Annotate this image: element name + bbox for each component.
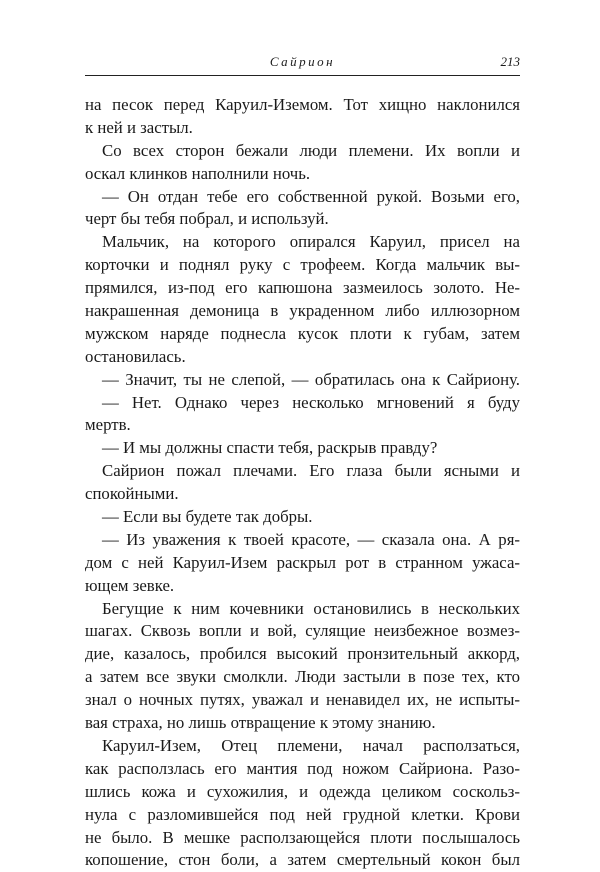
text-line: как расползлась его мантия под ножом Сайриона. Разо- <box>85 758 520 778</box>
body-text <box>85 94 520 872</box>
running-title: Сайрион <box>269 54 336 69</box>
text-line: к ней и застыл. <box>85 117 193 137</box>
text-line: мужском наряде поднесла кусок плоти к губам, затем <box>85 323 520 343</box>
text-line: прямился, из-под его капюшона зазмеилось золото. Не- <box>85 278 520 298</box>
text-line: корточки и поднял руку с трофеем. Когда мальчик вы- <box>85 255 520 275</box>
text-line: на песок перед Каруил-Иземом. Тот хищно наклонился <box>85 95 520 114</box>
text-line: а затем все звуки смолкли. Люди застыли в позе тех, кто <box>85 667 520 687</box>
running-head <box>85 46 520 72</box>
text-line: копошение, стон боли, а затем смертельный кокон был <box>85 850 520 870</box>
text-line: дом с ней Каруил-Изем раскрыл рот в странном ужаса- <box>85 552 520 572</box>
text-line: накрашенная демоница в украденном либо иллюзорном <box>85 301 520 321</box>
text-line: шлись кожа и сухожилия, и одежда целиком соскольз- <box>85 781 520 801</box>
text-line: Сайрион пожал плечами. Его глаза были ясными и <box>102 461 520 481</box>
header-rule <box>85 75 520 76</box>
text-line: шагах. Сквозь вопли и вой, сулящие неизбежное возмез- <box>85 621 520 641</box>
text-line: Мальчик, на которого опирался Каруил, присел на <box>102 232 520 252</box>
text-line: — Если вы будете так добры. <box>102 507 313 527</box>
text-line: знал о ночных путях, уважал и ненавидел их, не испыты- <box>85 690 520 710</box>
text-line: — И мы должны спасти тебя, раскрыв правду? <box>102 438 438 458</box>
text-line: — Нет. Однако через несколько мгновений я буду <box>102 392 520 412</box>
page-number: 213 <box>500 54 520 69</box>
text-line: черт бы тебя побрал, и используй. <box>85 209 329 229</box>
text-line: остановилась. <box>85 346 186 366</box>
text-line: не было. В мешке расползающейся плоти послышалось <box>85 827 520 847</box>
text-line: ющем зевке. <box>85 575 175 595</box>
text-line: — Он отдан тебе его собственной рукой. Возьми его, <box>102 186 520 206</box>
text-line: оскал клинков наполнили ночь. <box>85 163 311 183</box>
text-line: — Из уважения к твоей красоте, — сказала она. А ря- <box>102 529 520 549</box>
text-line: Каруил-Изем, Отец племени, начал расползаться, <box>102 735 520 755</box>
text-line: дие, казалось, пробился высокий пронзительный аккорд, <box>85 644 520 664</box>
text-line: мертв. <box>85 415 131 435</box>
text-line: Бегущие к ним кочевники остановились в нескольких <box>102 598 520 618</box>
text-line: нула с разломившейся под ней грудной клетки. Крови <box>85 804 520 824</box>
text-line: — Значит, ты не слепой, — обратилась она к Сайриону. <box>102 369 520 389</box>
text-line: Со всех сторон бежали люди племени. Их вопли и <box>102 140 520 160</box>
text-line: спокойными. <box>85 484 179 504</box>
text-line: вая страха, но лишь отвращение к этому знанию. <box>85 713 436 733</box>
